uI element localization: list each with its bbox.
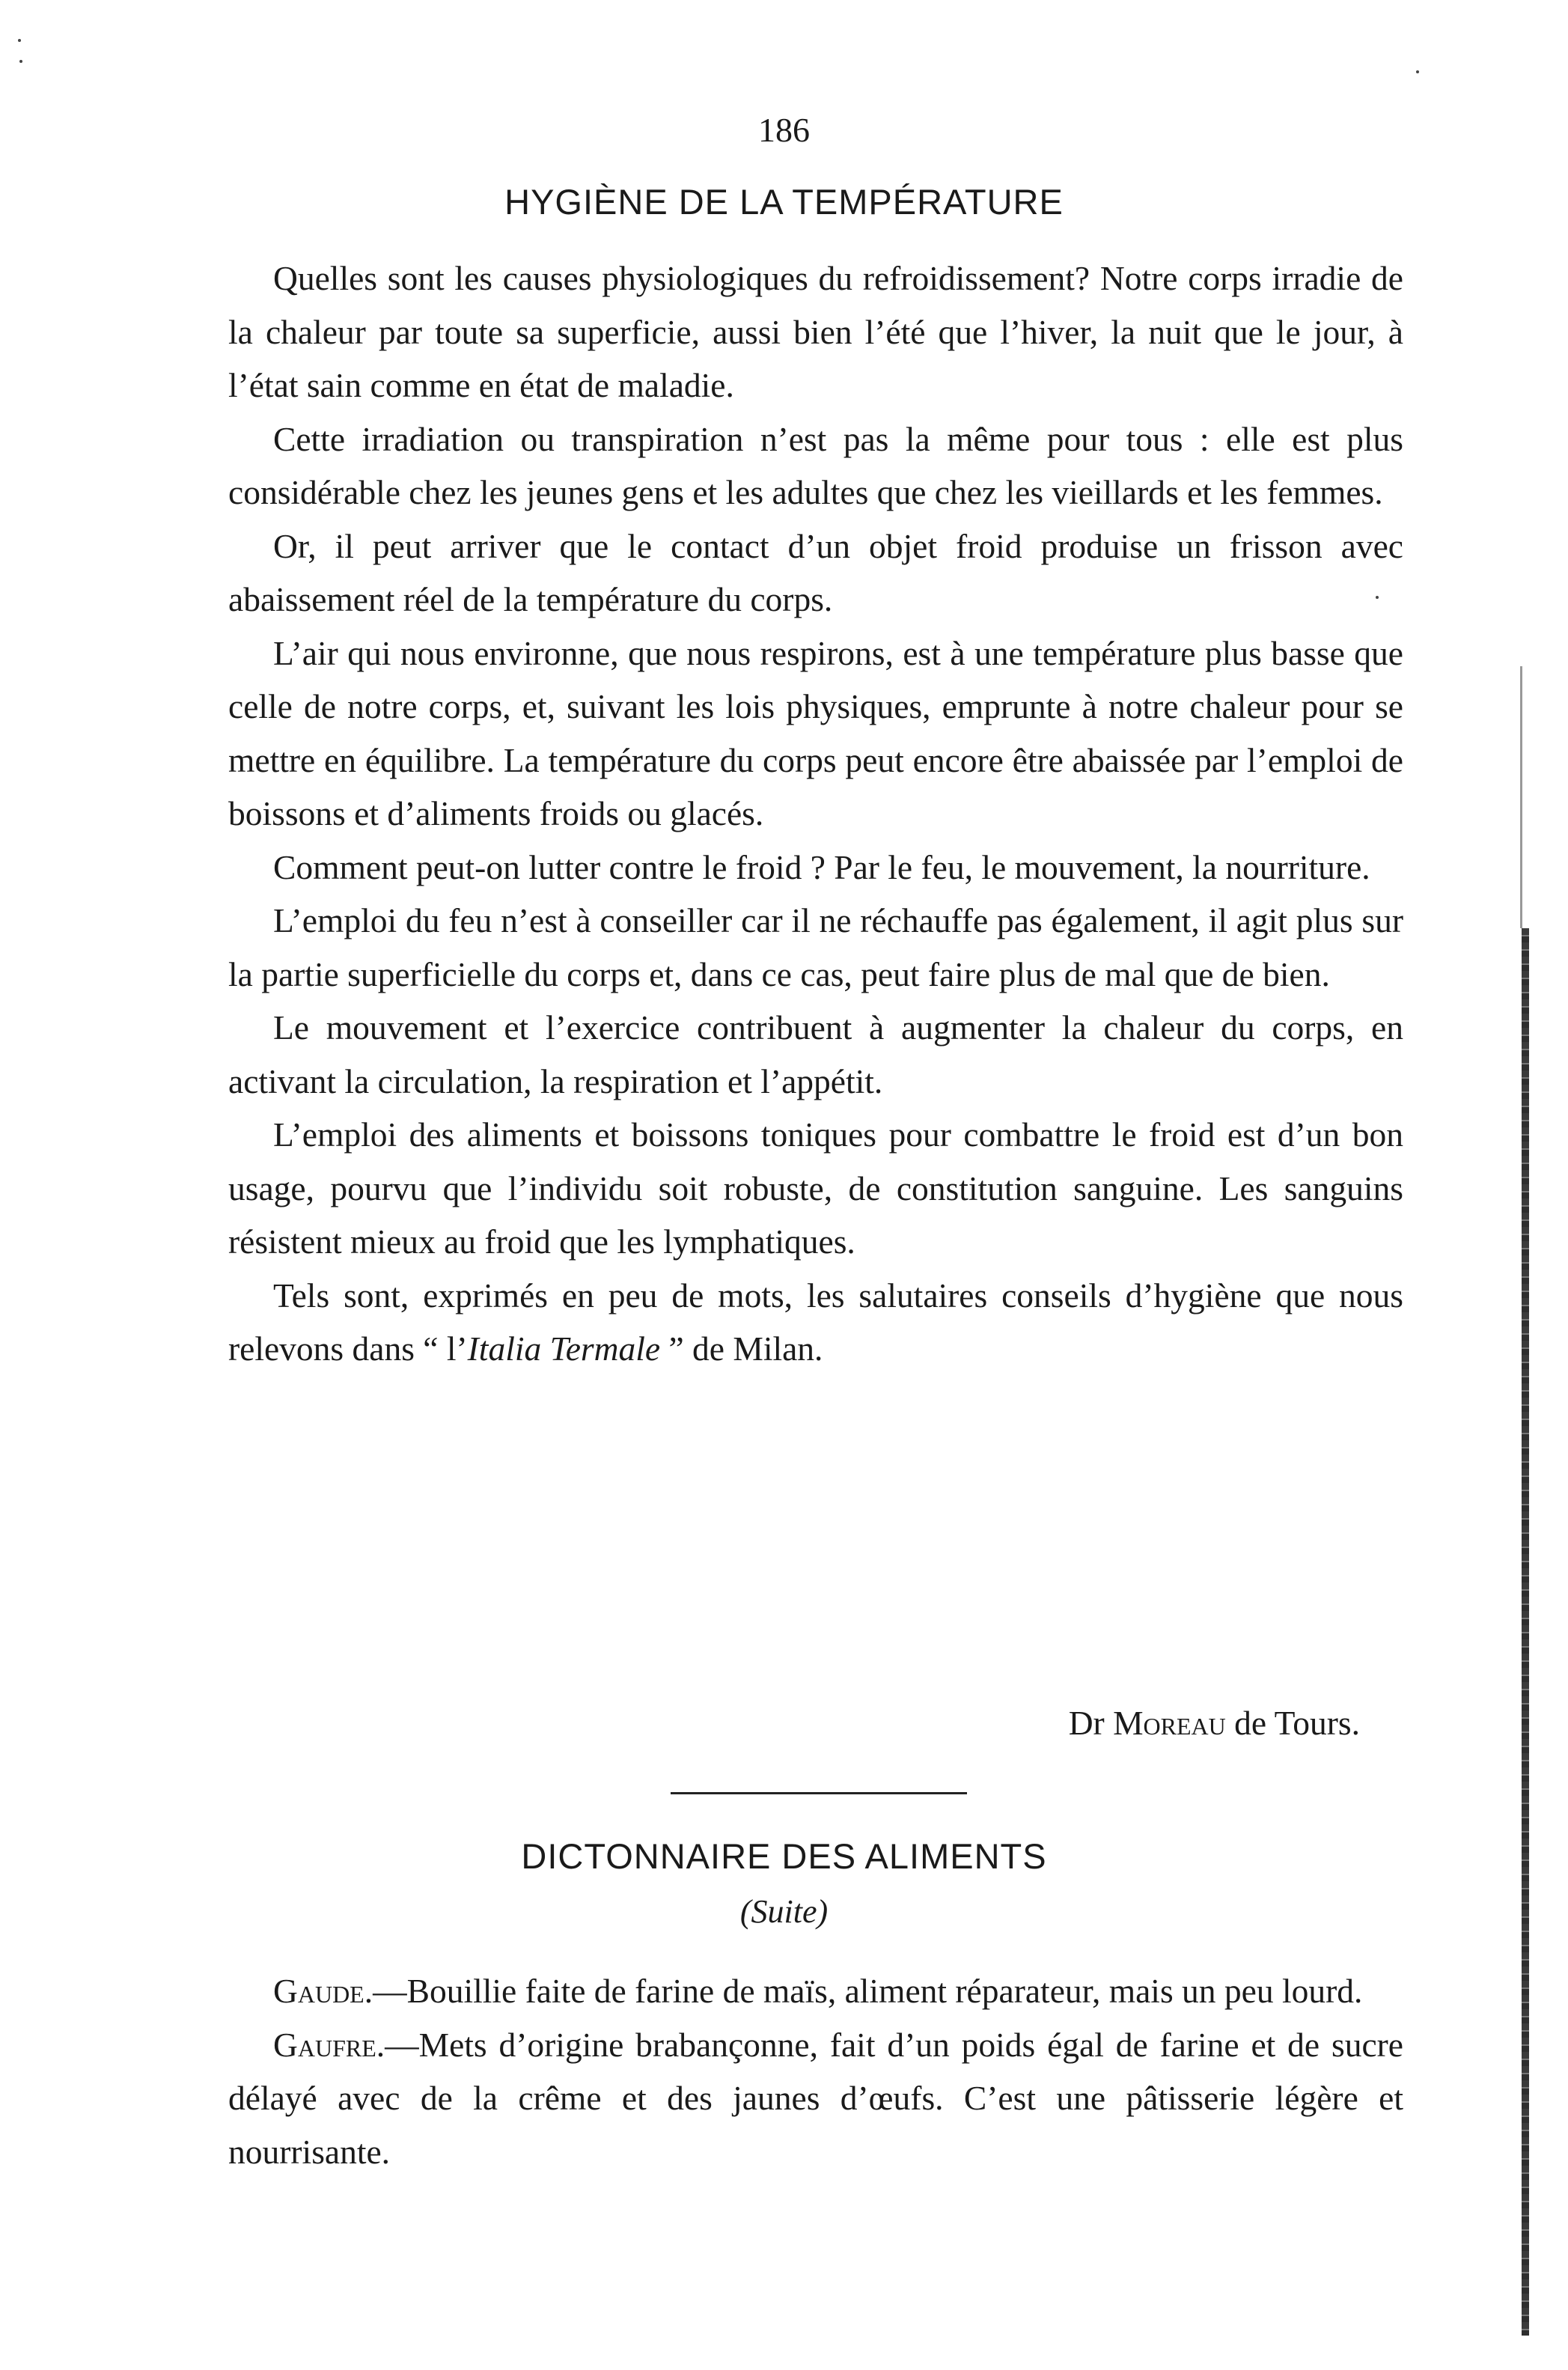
entry-term: Gaude.	[273, 1972, 373, 2010]
dictionary-body	[228, 1964, 1403, 2178]
paragraph: Le mouvement et l’exercice contribuent à augmenter la chaleur du corps, en activant la circulation, la respiration et l’appétit.	[228, 1008, 1403, 1100]
dictionary-subtitle: (Suite)	[739, 1893, 829, 1930]
paragraph: Comment peut-on lutter contre le froid ? Par le feu, le mouvement, la nourriture.	[273, 847, 1370, 886]
paragraph: L’air qui nous environne, que nous respirons, est à une température plus basse que celle de notre corps, et, suivant les lois physiques, emprunte à notre chaleur pour se mettre en équilibre. La température du corps peut encore être abaissée par l’emploi de boissons et d’aliments froids ou glacés.	[228, 633, 1403, 832]
section-divider	[671, 1792, 967, 1794]
scan-speck	[19, 60, 22, 63]
article-body	[228, 252, 1403, 1376]
scan-speck	[18, 39, 21, 42]
page-number: 186	[758, 111, 810, 149]
entry-definition: —Bouillie faite de farine de maïs, aliment réparateur, mais un peu lourd.	[373, 1972, 1363, 2010]
page-edge-binding	[1522, 928, 1529, 2336]
author-name: Moreau	[1113, 1704, 1226, 1742]
dictionary-entry	[228, 1964, 1403, 2018]
scan-speck	[1416, 70, 1419, 73]
page-edge-shadow	[1520, 666, 1522, 928]
author-prefix: Dr	[1068, 1704, 1114, 1742]
dictionary-entry	[228, 2018, 1403, 2179]
dictionary-title: DICTONNAIRE DES ALIMENTS	[521, 1836, 1047, 1876]
paragraph: Cette irradiation ou transpiration n’est pas la même pour tous : elle est plus considérable chez les jeunes gens et les adultes que chez les vieillards et les femmes.	[228, 419, 1403, 511]
closing-text-end: ” de Milan.	[660, 1329, 823, 1368]
author-suffix: de Tours.	[1225, 1704, 1360, 1742]
paragraph: L’emploi des aliments et boissons toniques pour combattre le froid est d’un bon usage, pourvu que l’individu soit robuste, de constitution sanguine. Les sanguins résistent mieux au froid que les lymphatiques.	[228, 1115, 1403, 1261]
author-signature	[1069, 1696, 1360, 1750]
paragraph: Quelles sont les causes physiologiques du refroidissement? Notre corps irradie de la chaleur par toute sa superficie, aussi bien l’été que l’hiver, la nuit que le jour, à l’état sain comme en état de maladie.	[228, 259, 1403, 404]
scan-speck	[1376, 596, 1379, 599]
closing-paragraph	[228, 1269, 1403, 1376]
entry-term: Gaufre.	[273, 2025, 385, 2064]
closing-text-start: Tels sont, exprimés en peu de mots, les salutaires conseils d’hygiène que nous relevons dans “ l’	[228, 1276, 1403, 1368]
publication-title: Italia Termale	[467, 1329, 661, 1368]
entry-definition: —Mets d’origine brabançonne, fait d’un poids égal de farine et de sucre délayé avec de la crême et des jaunes d’œufs. C’est une pâtisserie légère et nourrisante.	[228, 2025, 1403, 2171]
paragraph: L’emploi du feu n’est à conseiller car il ne réchauffe pas également, il agit plus sur la partie superficielle du corps et, dans ce cas, peut faire plus de mal que de bien.	[228, 901, 1403, 993]
paragraph: Or, il peut arriver que le contact d’un objet froid produise un frisson avec abaissement réel de la température du corps.	[228, 526, 1403, 618]
article-title: HYGIÈNE DE LA TEMPÉRATURE	[504, 182, 1064, 222]
